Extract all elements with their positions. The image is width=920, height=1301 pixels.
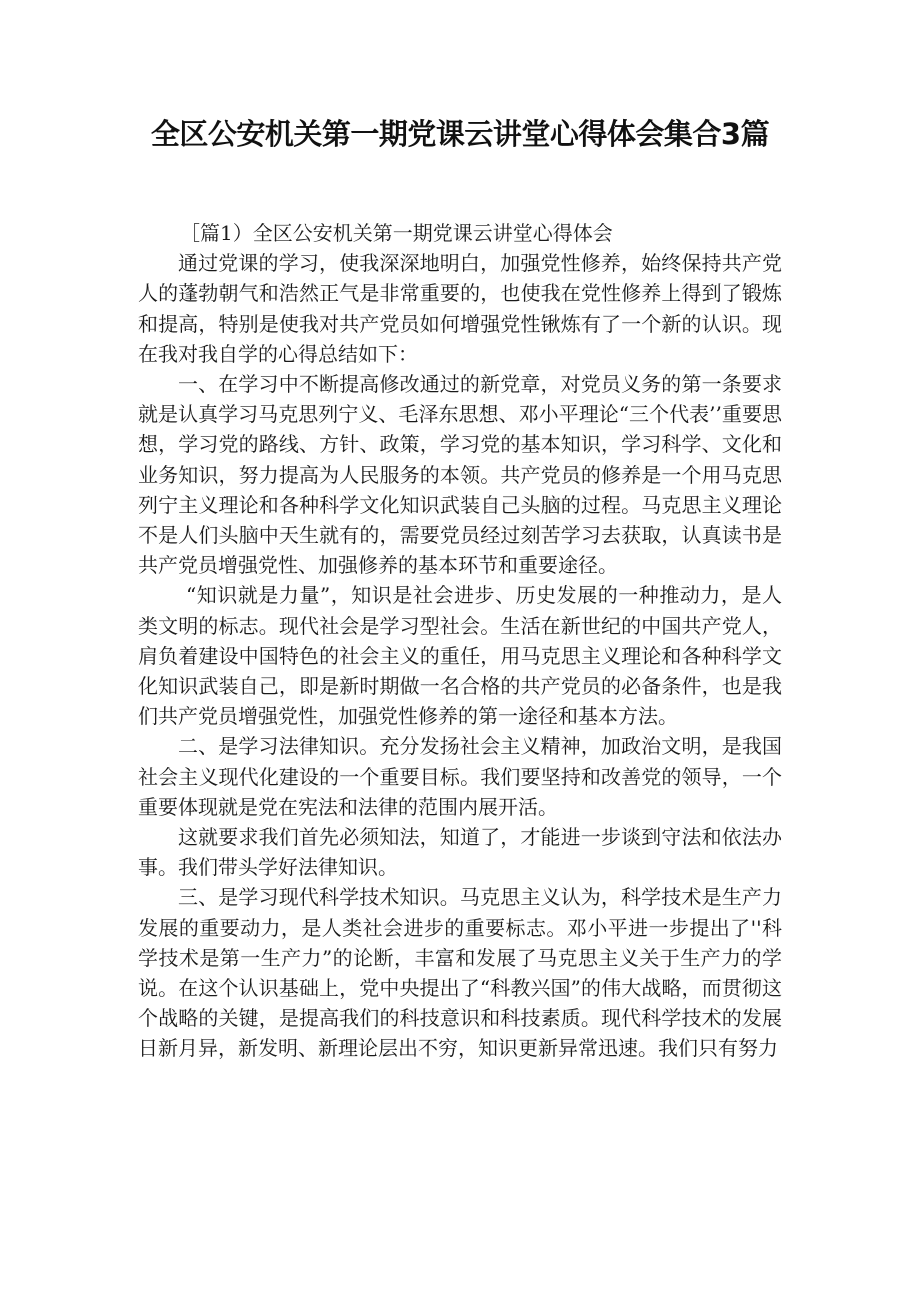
paragraph-intro: 通过党课的学习，使我深深地明白，加强党性修养，始终保持共产党人的蓬勃朝气和浩然正气是非常重要的，也使我在党性修养上得到了锻炼和提高，特别是使我对共产党员如何增强党性锹炼有了一个新的认识。现在我对我自学的心得总结如下：	[138, 251, 782, 366]
document-title: 全区公安机关第一期党课云讲堂心得体会集合3篇	[150, 117, 770, 151]
paragraph-point-two: 二、是学习法律知识。充分发扬社会主义精神，加政治文明，是我国社会主义现代化建设的一个重要目标。我们要坚持和改善党的领导，一个重要体现就是党在宪法和法律的范围内展开活。	[138, 734, 782, 819]
section-heading: ［篇1）全区公安机关第一期党课云讲堂心得体会	[180, 221, 613, 245]
paragraph-knowledge-is-power: “知识就是力量”，知识是社会进步、历史发展的一种推动力，是人类文明的标志。现代社会是学习型社会。生活在新世纪的中国共产党人，肩负着建设中国特色的社会主义的重任，用马克思主义理论和各种科学文化知识武装自己，即是新时期做一名合格的共产党员的必备条件，也是我们共产党员增强党性，加强党性修养的第一途径和基本方法。	[138, 583, 782, 729]
paragraph-point-three: 三、是学习现代科学技术知识。马克思主义认为，科学技术是生产力发展的重要动力，是人类社会进步的重要标志。邓小平进一步提出了''科学技术是第一生产力”的论断，丰富和发展了马克思主义关于生产力的学说。在这个认识基础上，党中央提出了“科教兴国”的伟大战略，而贯彻这个战略的关键，是提高我们的科技意识和科技素质。现代科学技术的发展日新月异，新发明、新理论层出不穷，知识更新异常迅速。我们只有努力	[138, 885, 782, 1061]
paragraph-point-one: 一、在学习中不断提高修改通过的新党章，对党员义务的第一条要求就是认真学习马克思列宁义、毛泽东思想、邓小平理论“三个代表’’重要思想，学习党的路线、方针、政策，学习党的基本知识，学习科学、文化和业务知识，努力提高为人民服务的本领。共产党员的修养是一个用马克思列宁主义理论和各种科学文化知识武装自己头脑的过程。马克思主义理论不是人们头脑中天生就有的，需要党员经过刻苦学习去获取，认真读书是共产党员增强党性、加强修养的基本环节和重要途径。	[138, 372, 782, 578]
paragraph-know-the-law: 这就要求我们首先必须知法，知道了，才能进一步谈到守法和依法办事。我们带头学好法律知识。	[138, 825, 782, 880]
document-body	[138, 218, 782, 1064]
